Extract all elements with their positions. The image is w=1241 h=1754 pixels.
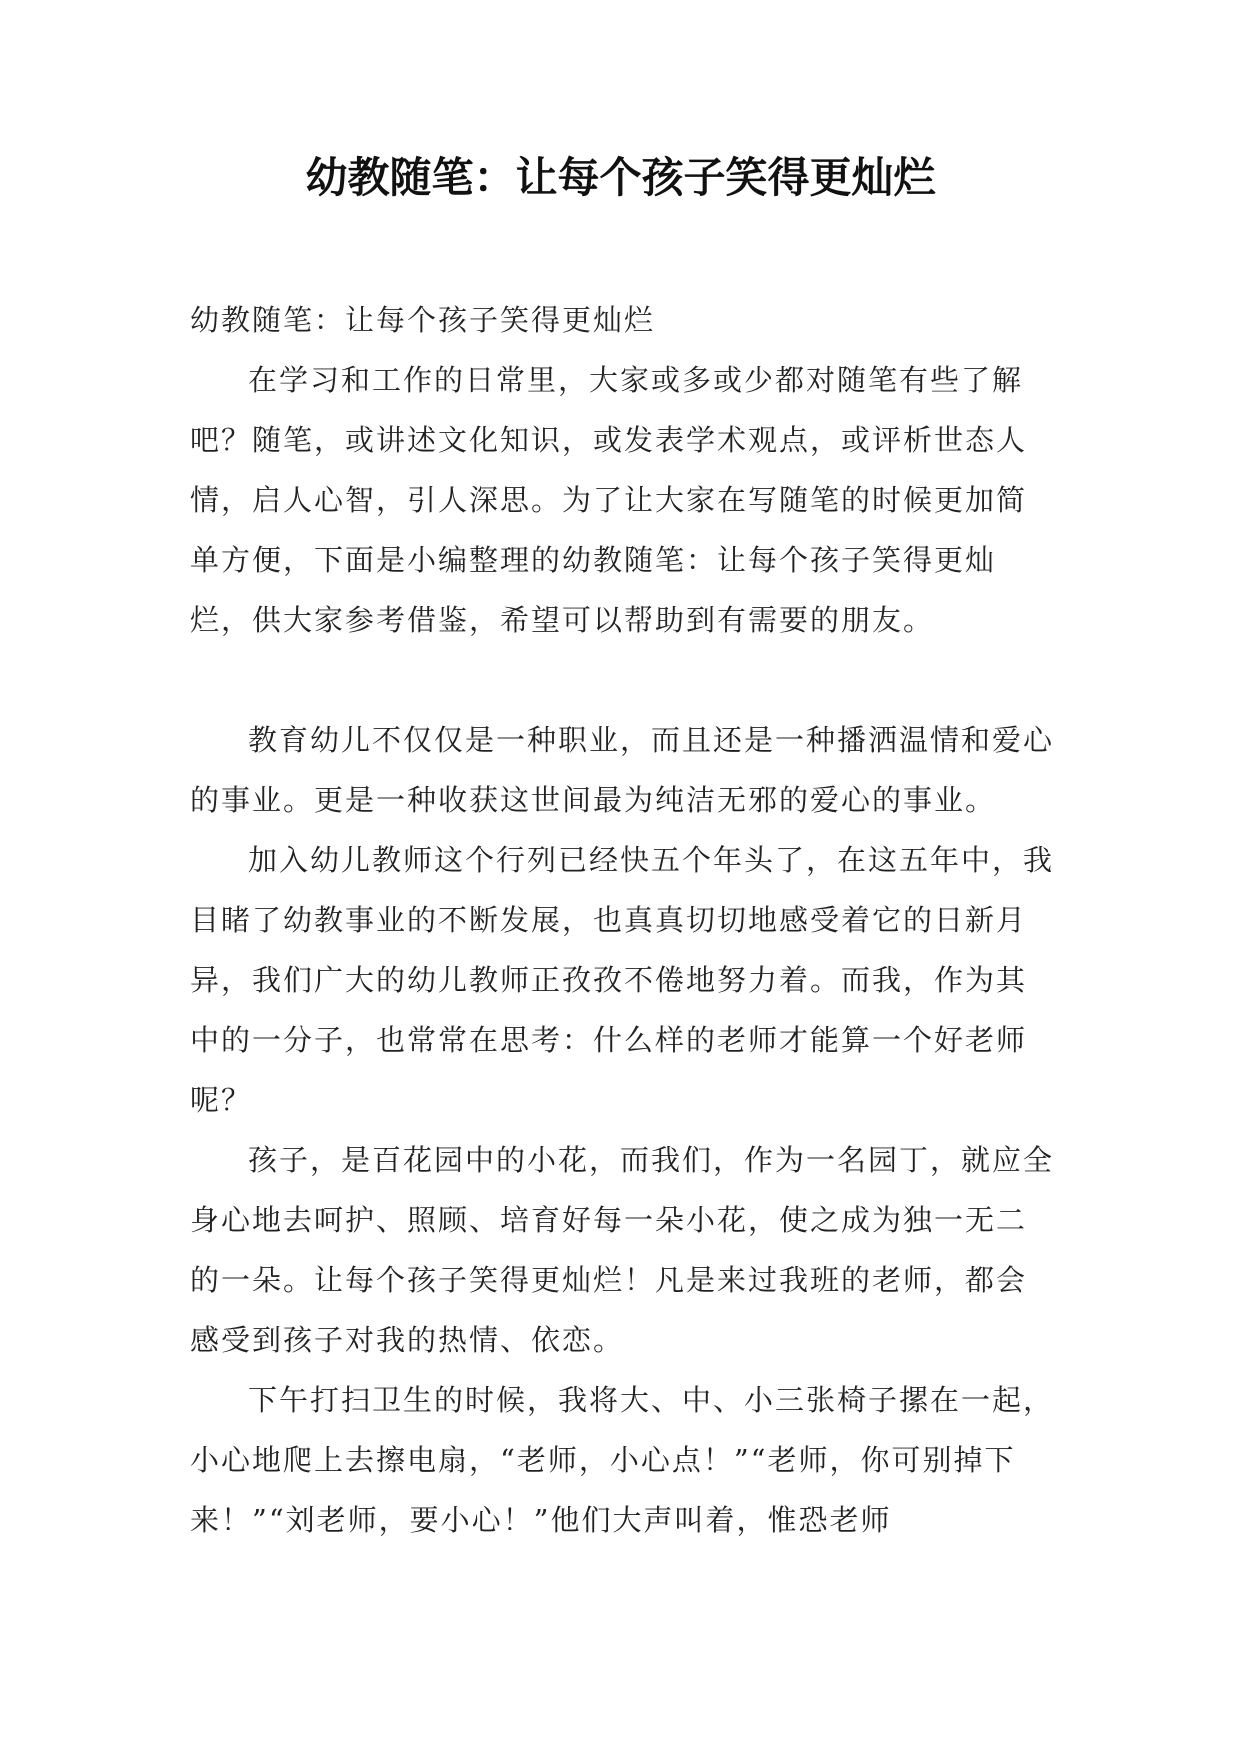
document-subtitle: 幼教随笔：让每个孩子笑得更灿烂	[190, 303, 656, 337]
document-title: 幼教随笔：让每个孩子笑得更灿烂	[305, 153, 936, 202]
document-body	[190, 290, 1056, 1550]
intro-paragraph: 在学习和工作的日常里，大家或多或少都对随笔有些了解吧？随笔，或讲述文化知识，或发表学术观点，或评析世态人情，启人心智，引人深思。为了让大家在写随笔的时候更加简单方便，下面是小编整理的幼教随笔：让每个孩子笑得更灿烂，供大家参考借鉴，希望可以帮助到有需要的朋友。	[190, 363, 1028, 637]
body-paragraph: 教育幼儿不仅仅是一种职业，而且还是一种播洒温情和爱心的事业。更是一种收获这世间最为纯洁无邪的爱心的事业。	[190, 723, 1055, 817]
body-paragraph: 下午打扫卫生的时候，我将大、中、小三张椅子摞在一起，小心地爬上去擦电扇，“老师，小心点！”“老师，你可别掉下来！”“刘老师，要小心！”他们大声叫着，惟恐老师	[190, 1383, 1055, 1537]
paragraph-spacer	[190, 650, 1056, 710]
body-paragraph: 孩子，是百花园中的小花，而我们，作为一名园丁，就应全身心地去呵护、照顾、培育好每一朵小花，使之成为独一无二的一朵。让每个孩子笑得更灿烂！凡是来过我班的老师，都会感受到孩子对我的热情、依恋。	[190, 1143, 1055, 1357]
body-paragraph: 加入幼儿教师这个行列已经快五个年头了，在这五年中，我目睹了幼教事业的不断发展，也真真切切地感受着它的日新月异，我们广大的幼儿教师正孜孜不倦地努力着。而我，作为其中的一分子，也常常在思考：什么样的老师才能算一个好老师呢？	[190, 843, 1055, 1117]
